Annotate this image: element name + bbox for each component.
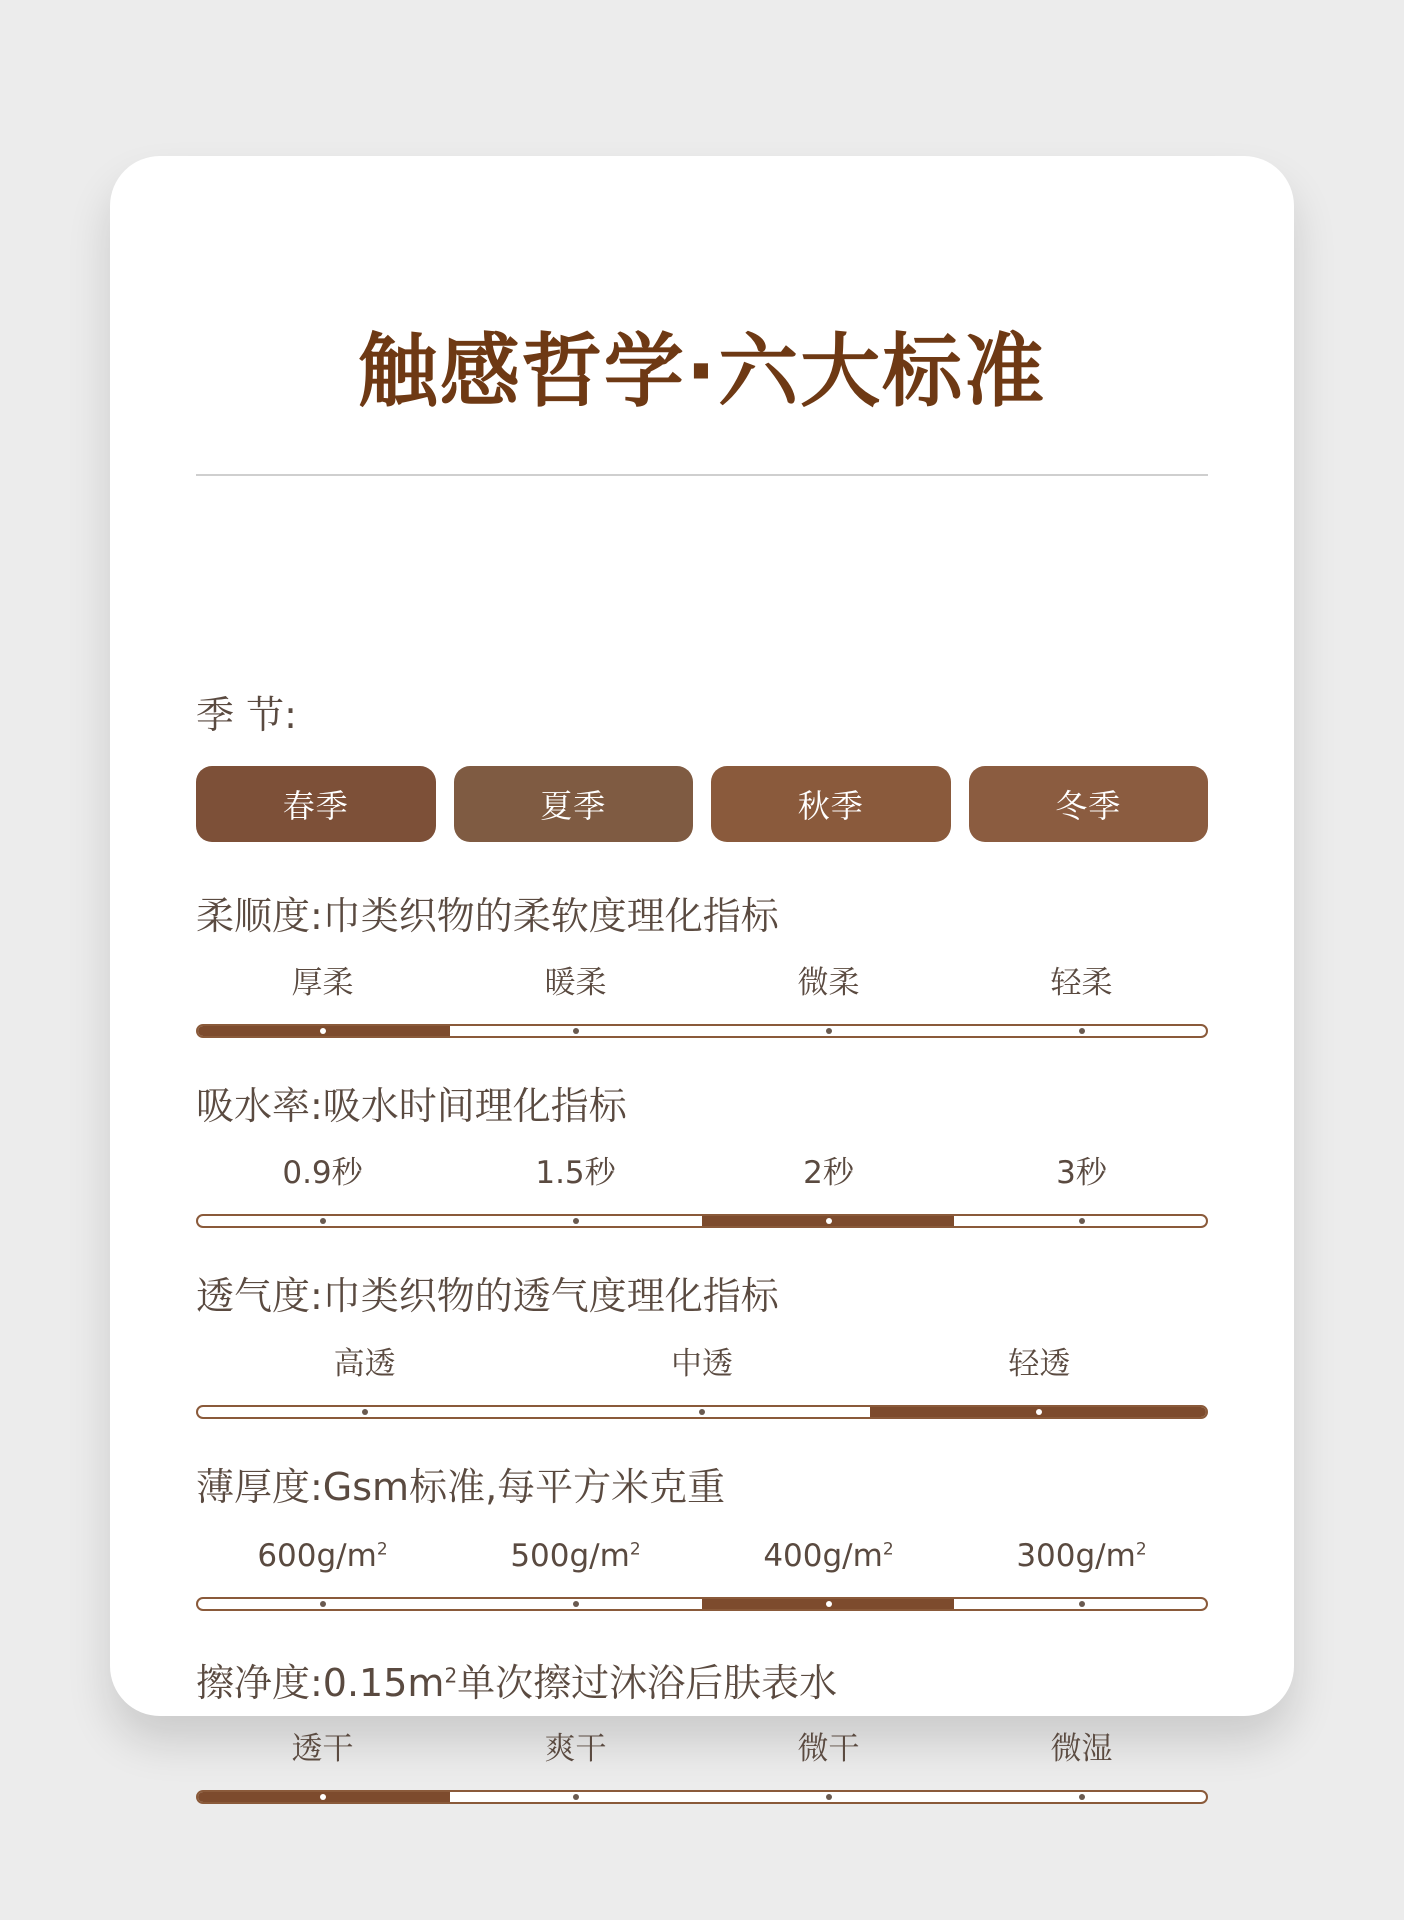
breathability-scale[interactable] [196,1346,1208,1479]
scale-marker-dot [699,1409,705,1415]
scale-marker-dot [573,1794,579,1800]
scale-marker-dot [320,1794,326,1800]
scale-marker-dot [573,1028,579,1034]
dryness-label: 擦净度$:0.15m^2$单次擦过沐浴后肤表水 [196,1661,838,1705]
softness-tick: 暖柔 [544,965,607,1001]
scale-marker-dot [1079,1028,1085,1034]
season-button-summer[interactable]: 夏季 [454,766,694,842]
scale-marker-dot [826,1601,832,1607]
thickness-scale[interactable] [196,1538,1208,1671]
scale-marker-dot [320,1028,326,1034]
thickness-label: 薄厚度:Gsm标准,每平方米克重 [196,1465,726,1509]
scale-marker-dot [826,1028,832,1034]
absorbency-tick: 2秒 [803,1155,854,1191]
scale-marker-dot [573,1218,579,1224]
dryness-tick: 爽干 [544,1731,607,1767]
thickness-tick: $400g/m^2$ [763,1538,894,1574]
thickness-tick: $500g/m^2$ [510,1538,641,1574]
softness-tick: 微柔 [797,965,860,1001]
scale-marker-dot [362,1409,368,1415]
thickness-track [196,1597,1208,1611]
softness-tick: 厚柔 [291,965,354,1001]
softness-scale[interactable] [196,965,1208,1098]
scale-marker-dot [826,1794,832,1800]
season-button-spring[interactable]: 春季 [196,766,436,842]
absorbency-tick: 3秒 [1056,1155,1107,1191]
breathability-tick: 轻透 [1008,1346,1071,1382]
page-title: 触感哲学·六大标准 [357,325,1047,418]
absorbency-tick: 0.9秒 [282,1155,363,1191]
scale-marker-dot [573,1601,579,1607]
softness-label: 柔顺度:巾类织物的柔软度理化指标 [196,894,779,938]
breathability-label: 透气度:巾类织物的透气度理化指标 [196,1274,779,1318]
scale-marker-dot [1079,1794,1085,1800]
scale-marker-dot [1079,1218,1085,1224]
dryness-tick: 微干 [797,1731,860,1767]
absorbency-label: 吸水率:吸水时间理化指标 [196,1084,627,1128]
scale-marker-dot [826,1218,832,1224]
absorbency-scale[interactable] [196,1155,1208,1288]
thickness-tick: $600g/m^2$ [257,1538,388,1574]
softness-tick: 轻柔 [1050,965,1113,1001]
dryness-tick: 透干 [291,1731,354,1767]
softness-track [196,1024,1208,1038]
season-button-winter[interactable]: 冬季 [969,766,1209,842]
scale-marker-dot [1079,1601,1085,1607]
season-label: 季 节: [196,693,297,737]
dryness-tick: 微湿 [1050,1731,1113,1767]
title-divider [196,474,1208,476]
season-button-autumn[interactable]: 秋季 [711,766,951,842]
absorbency-tick: 1.5秒 [535,1155,616,1191]
absorbency-track [196,1214,1208,1228]
standards-card [110,156,1294,1767]
season-buttons [196,766,1208,842]
dryness-track [196,1790,1208,1804]
breathability-tick: 中透 [671,1346,733,1382]
breathability-tick: 高透 [333,1346,396,1382]
dryness-scale[interactable] [196,1731,1208,1864]
thickness-tick: $300g/m^2$ [1016,1538,1147,1574]
scale-marker-dot [320,1218,326,1224]
scale-marker-dot [320,1601,326,1607]
